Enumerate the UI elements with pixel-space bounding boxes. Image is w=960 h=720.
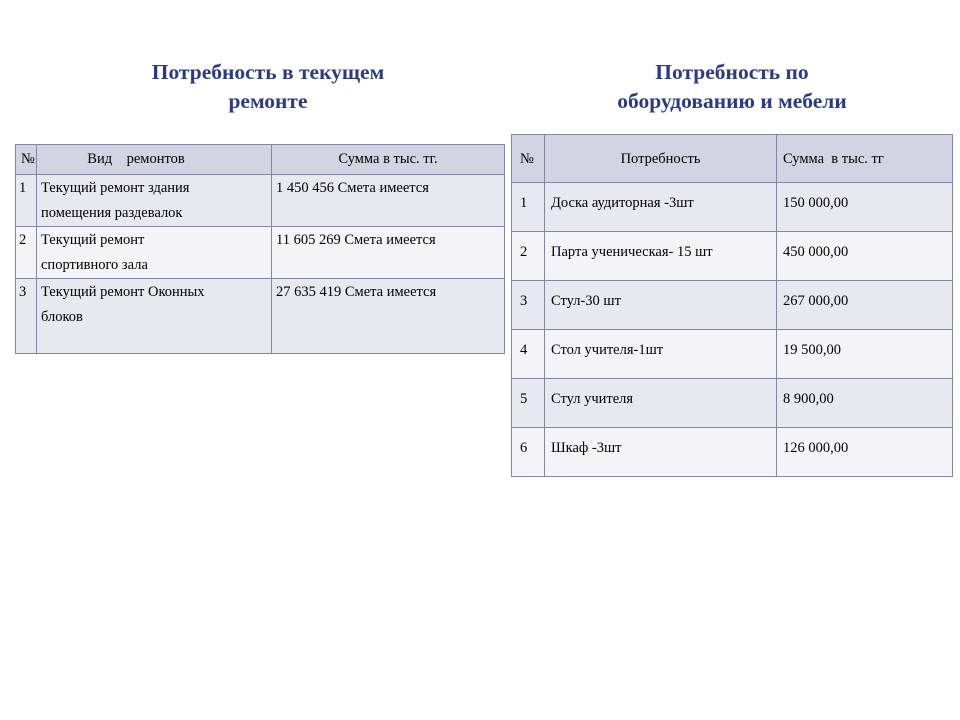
table-row [16,175,505,227]
sum-cell: 1 450 456 Смета имеется [272,175,505,227]
repair-type-cell [37,279,272,354]
table-row [512,232,953,281]
repair-needs-table [15,144,505,354]
repair-type-cell [37,175,272,227]
sum-cell: 150 000,00 [777,183,953,232]
row-number: 1 [512,183,545,232]
row-number: 1 [16,175,37,227]
table-row [512,428,953,477]
row-number: 2 [512,232,545,281]
sum-cell: 8 900,00 [777,379,953,428]
item-cell: Стул учителя [545,379,777,428]
cell-line: Текущий ремонт Оконных [41,284,205,300]
table-row [512,379,953,428]
sum-cell: 19 500,00 [777,330,953,379]
sum-cell: 27 635 419 Смета имеется [272,279,505,354]
cell-line: помещения раздевалок [41,205,183,221]
column-header-need: Потребность [545,135,777,183]
sum-cell: 126 000,00 [777,428,953,477]
item-cell: Стул-30 шт [545,281,777,330]
row-number: 5 [512,379,545,428]
item-cell: Парта ученическая- 15 шт [545,232,777,281]
item-cell: Доска аудиторная -3шт [545,183,777,232]
heading-line: Потребность по [655,60,809,84]
sum-cell: 267 000,00 [777,281,953,330]
column-header-sum: Сумма в тыс. тг. [272,145,505,175]
column-header-number: № [16,145,37,175]
table-row [16,227,505,279]
cell-line: блоков [41,309,83,325]
cell-line: Текущий ремонт [41,232,145,248]
row-number: 3 [512,281,545,330]
column-header-sum: Сумма в тыс. тг [777,135,953,183]
heading-line: Потребность в текущем [151,60,385,84]
table-row [512,330,953,379]
table-row [512,183,953,232]
equipment-needs-table [511,134,953,477]
column-header-number: № [512,135,545,183]
table-row [16,279,505,354]
cell-line: Текущий ремонт здания [41,180,190,196]
row-number: 2 [16,227,37,279]
row-number: 4 [512,330,545,379]
equipment-needs-heading [556,58,908,116]
column-header-repair-type: Вид ремонтов [37,145,272,175]
row-number: 3 [16,279,37,354]
sum-cell: 450 000,00 [777,232,953,281]
sum-cell: 11 605 269 Смета имеется [272,227,505,279]
repair-needs-heading [98,58,438,116]
heading-line: оборудованию и мебели [617,89,847,113]
table-header-row [16,145,505,175]
table-row [512,281,953,330]
table-header-row [512,135,953,183]
item-cell: Стол учителя-1шт [545,330,777,379]
repair-type-cell [37,227,272,279]
row-number: 6 [512,428,545,477]
heading-line: ремонте [228,89,308,113]
item-cell: Шкаф -3шт [545,428,777,477]
cell-line: спортивного зала [41,257,148,273]
